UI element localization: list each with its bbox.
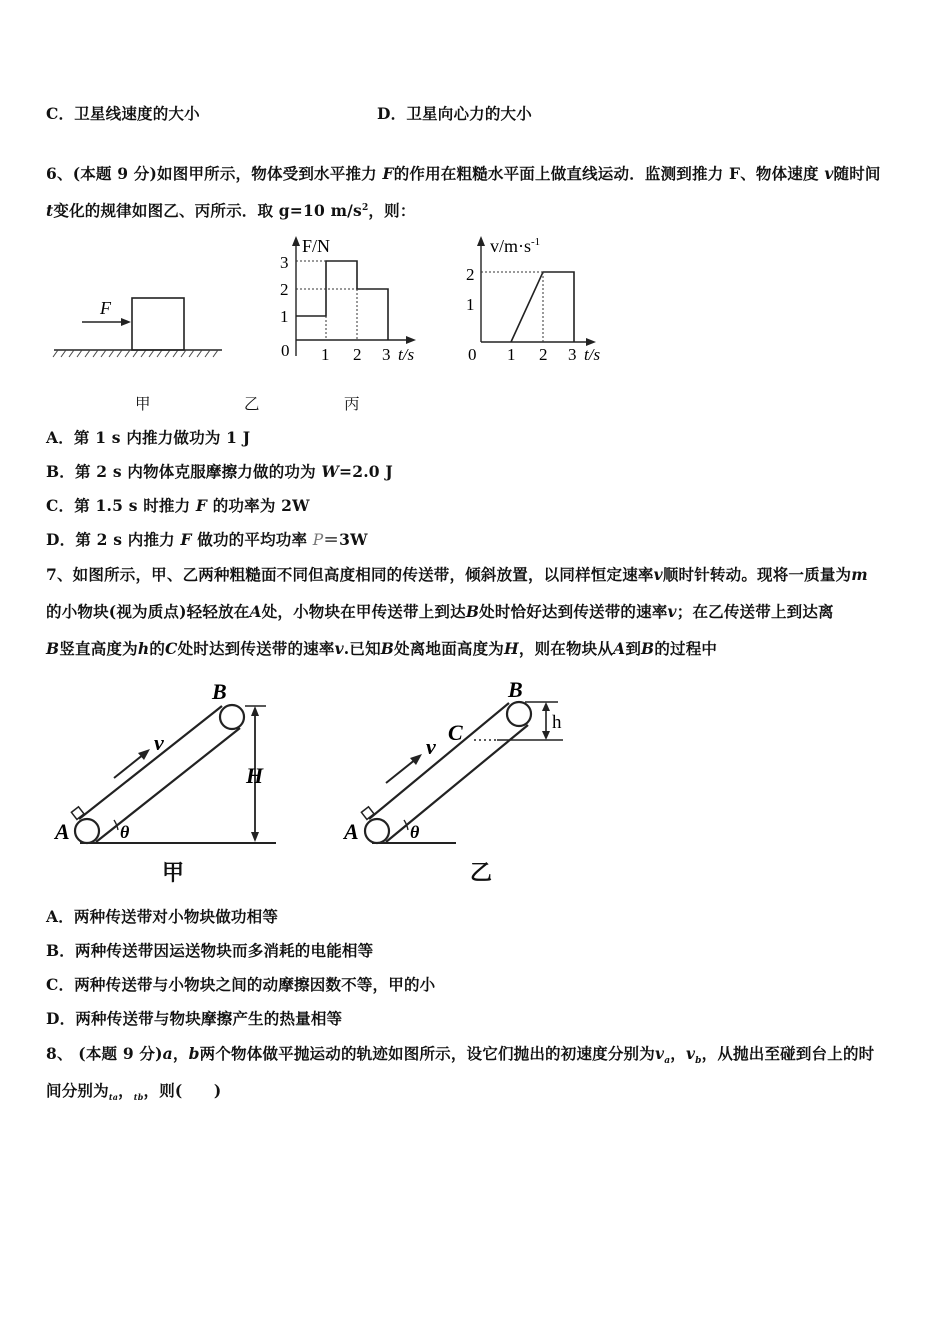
bing-xtick-3: 3	[568, 345, 577, 364]
bing-xlabel: t/s	[584, 345, 601, 364]
bing-ylabel: $v/m\cdot s^{-1}$	[490, 236, 541, 256]
yi-ytick-3: 3	[280, 253, 289, 272]
q6-fig-jia	[53, 298, 222, 357]
q6-figures	[0, 228, 640, 378]
bing-xtick-2: 2	[539, 345, 548, 364]
yi-xtick-3: 3	[382, 345, 391, 364]
q7-fig-jia	[53, 679, 276, 844]
q7-option-a: A．两种传送带对小物块做功相等	[46, 907, 279, 926]
q7-option-b: B．两种传送带因运送物块而多消耗的电能相等	[46, 941, 374, 960]
q6-stem-line1: 6、(本题 9 分)如图甲所示，物体受到水平推力 F的作用在粗糙水平面上做直线运动．监测到推力 F、物体速度 v随时间	[46, 164, 881, 183]
q7-option-c: C．两种传送带与小物块之间的动摩擦因数不等，甲的小	[46, 975, 436, 994]
q7-fig-yi	[342, 677, 563, 844]
q7-figures	[0, 670, 640, 890]
q8-stem-line2: 间分别为$_{ta}$，$_{tb}$，则( )	[46, 1081, 222, 1103]
jia-label-b: B	[212, 679, 227, 704]
block	[132, 298, 184, 350]
yi-label-a: A	[344, 819, 359, 844]
force-label: F	[100, 298, 111, 318]
q6-option-c: C．第 1.5 s 时推力 F 的功率为 2W	[46, 496, 310, 515]
bing-xtick-1: 1	[507, 345, 516, 364]
q7-caption-yi: 乙	[470, 860, 493, 886]
yi-label-c: C	[448, 720, 463, 745]
jia-label-h: H	[246, 763, 264, 788]
bing-velocity-curve	[511, 272, 574, 342]
q6-option-d: D．第 2 s 内推力 F 做功的平均功率 P＝3W	[46, 530, 368, 549]
q5-option-c: C．卫星线速度的大小	[46, 104, 200, 123]
bing-ytick-2: 2	[466, 265, 475, 284]
yi-force-curve	[296, 261, 388, 340]
yi-label-theta: θ	[410, 822, 420, 842]
yi-label-b: B	[508, 677, 523, 702]
jia-label-v: v	[154, 730, 164, 755]
q7-stem-line3: B竖直高度为h的C处时达到传送带的速率v.已知B处离地面高度为H，则在物块从A到B的过程中	[46, 639, 718, 658]
q6-fig-bing	[466, 236, 600, 364]
q6-option-b: B．第 2 s 内物体克服摩擦力做的功为 W=2.0 J	[46, 462, 393, 481]
q8-stem-line1: 8、 (本题 9 分)a，b两个物体做平抛运动的轨迹如图所示，设它们抛出的初速度分别为$v_a$，$v_b$，从抛出至碰到台上的时	[46, 1044, 875, 1067]
yi-xtick-1: 1	[321, 345, 330, 364]
q7-stem-line1: 7、如图所示，甲、乙两种粗糙面不同但高度相同的传送带，倾斜放置，以同样恒定速率v顺时针转动。现将一质量为m	[46, 565, 868, 584]
yi-xlabel: t/s	[398, 345, 415, 364]
yi-ylabel: F/N	[302, 236, 331, 256]
q6-stem-line2: t变化的规律如图乙、丙所示．取 g=10 $m/s^2$，则：	[46, 201, 416, 220]
q7-stem-line2: 的小物块(视为质点)轻轻放在A处，小物块在甲传送带上到达B处时恰好达到传送带的速率v；在乙传送带上到达离	[46, 602, 834, 621]
yi-label-h: h	[552, 712, 562, 733]
q6-caption-bing: 丙	[344, 395, 360, 413]
q6-caption-jia: 甲	[135, 395, 151, 413]
q6-fig-yi	[280, 236, 416, 364]
q7-option-d: D．两种传送带与物块摩擦产生的热量相等	[46, 1009, 343, 1028]
yi-label-v: v	[426, 734, 436, 759]
q6-option-a: A．第 1 s 内推力做功为 1 J	[46, 428, 251, 447]
jia-label-a: A	[55, 819, 70, 844]
q7-caption-jia: 甲	[162, 860, 185, 886]
yi-origin: 0	[281, 341, 290, 360]
yi-ytick-1: 1	[280, 307, 289, 326]
q5-option-d: D．卫星向心力的大小	[377, 104, 532, 123]
bing-ytick-1: 1	[466, 295, 475, 314]
jia-label-theta: θ	[120, 822, 130, 842]
yi-ytick-2: 2	[280, 280, 289, 299]
q6-caption-yi: 乙	[244, 395, 260, 413]
bing-origin: 0	[468, 345, 477, 364]
yi-xtick-2: 2	[353, 345, 362, 364]
